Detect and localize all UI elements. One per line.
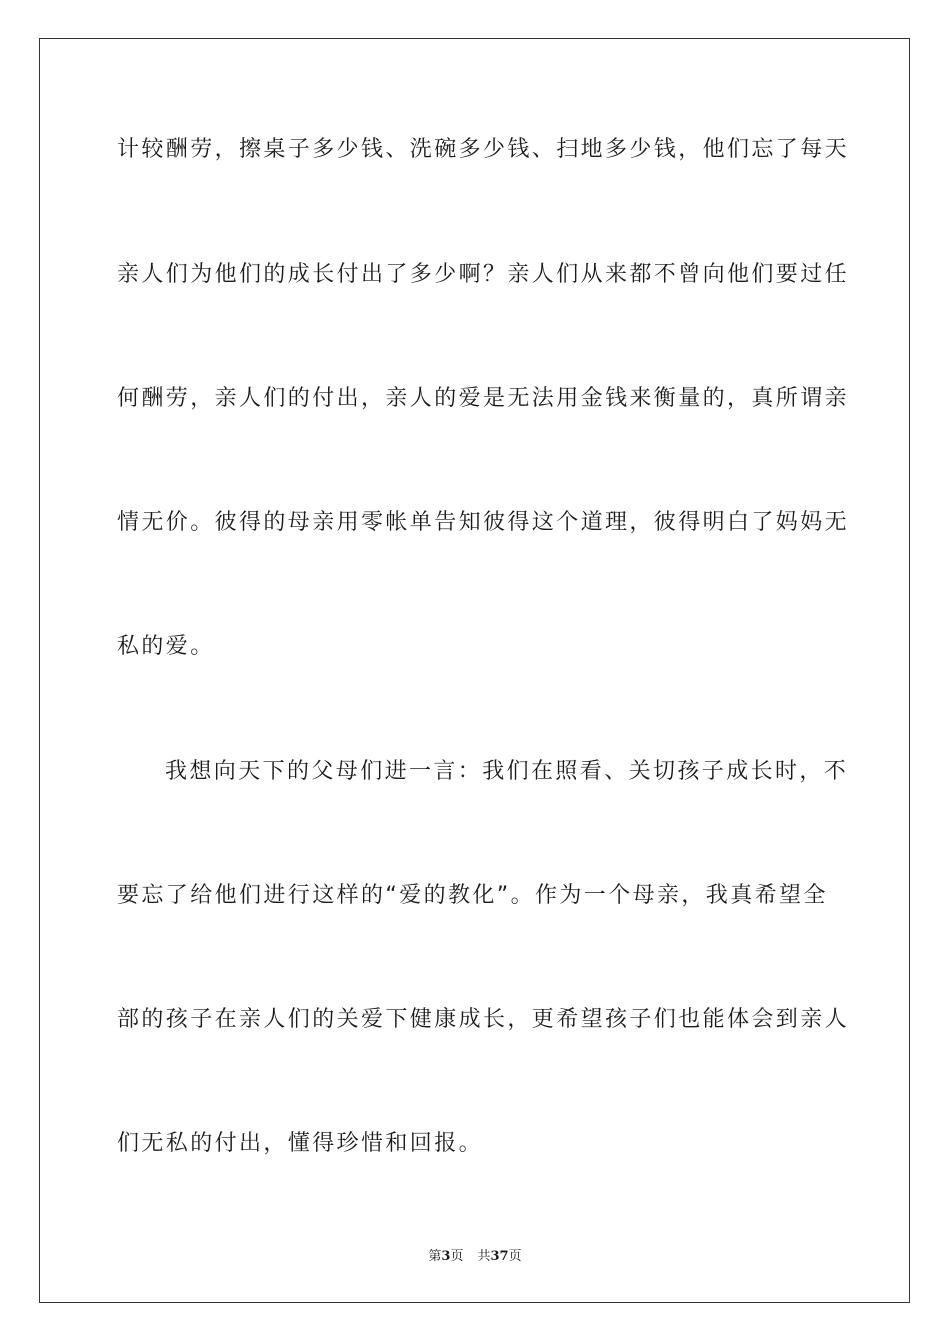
total-suffix: 页 [508, 1249, 522, 1264]
body-text-line-7: 要忘了给他们进行这样的“爱的教化”。作为一个母亲，我真希望全 [117, 883, 828, 908]
page-prefix: 第 [428, 1249, 442, 1264]
body-text-line-8: 部的孩子在亲人们的关爱下健康成长，更希望孩子们也能体会到亲人 [117, 1007, 850, 1032]
total-pages: 37 [490, 1249, 509, 1264]
body-text-line-5: 私的爱。 [117, 634, 215, 659]
page-number: 3 [441, 1249, 451, 1264]
page-footer [0, 1248, 950, 1266]
body-text-line-2: 亲人们为他们的成长付出了多少啊？亲人们从来都不曾向他们要过任 [117, 262, 850, 287]
total-prefix: 共 [477, 1249, 491, 1264]
body-text-line-3: 何酬劳，亲人们的付出，亲人的爱是无法用金钱来衡量的，真所谓亲 [117, 386, 850, 411]
body-text-line-1: 计较酬劳，擦桌子多少钱、洗碗多少钱、扫地多少钱，他们忘了每天 [117, 137, 850, 162]
page-border [39, 38, 910, 1303]
body-text-line-4: 情无价。彼得的母亲用零帐单告知彼得这个道理，彼得明白了妈妈无 [117, 510, 850, 535]
body-text-paragraph-start: 我想向天下的父母们进一言：我们在照看、关切孩子成长时，不 [165, 759, 849, 784]
page-suffix: 页 [450, 1249, 464, 1264]
body-text-line-9: 们无私的付出，懂得珍惜和回报。 [117, 1131, 484, 1156]
